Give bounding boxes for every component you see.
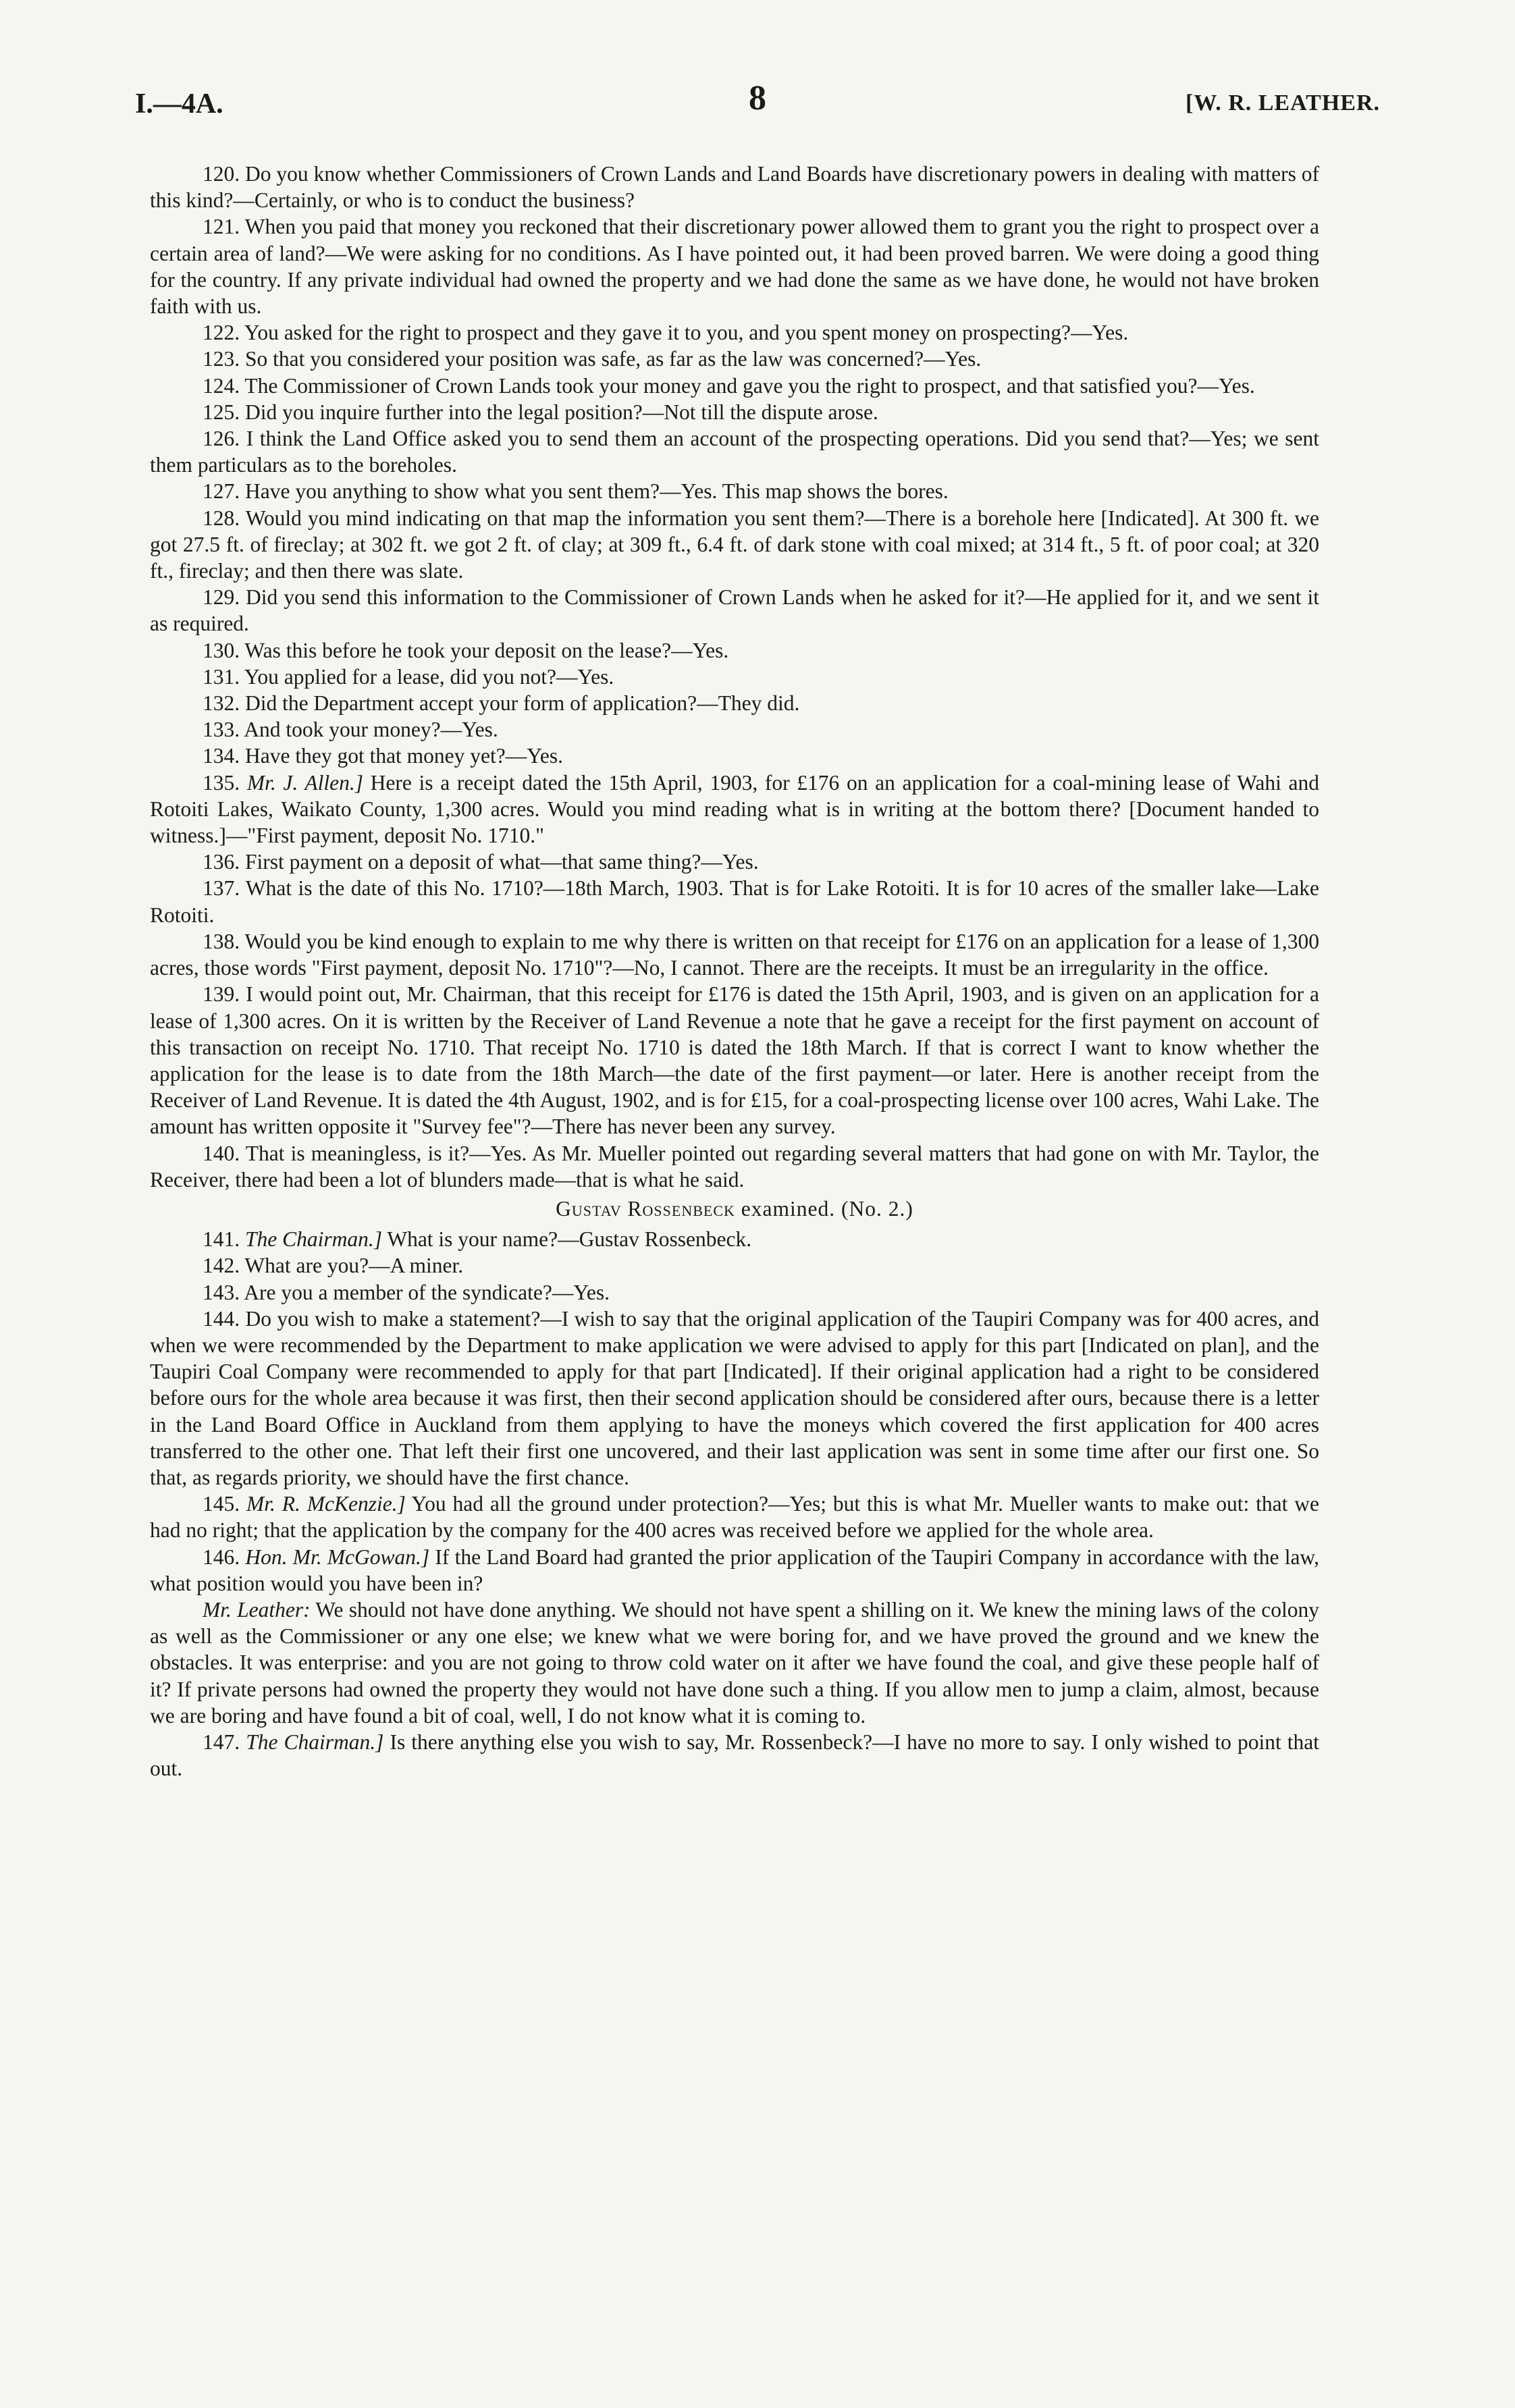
paragraph-140: 140. That is meaningless, is it?—Yes. As Mr. Mueller pointed out regarding several matters that had gone on with Mr. Taylor, the Receiver, there had been a lot of blunders made—that is what he said. [150, 1141, 1319, 1192]
question-number: 146. [203, 1545, 240, 1569]
paragraph-133: 133. And took your money?—Yes. [203, 718, 498, 742]
paragraph-124: 124. The Commissioner of Crown Lands took your money and gave you the right to prospect, and that satisfied you?—Yes. [203, 373, 1255, 398]
paragraph-text: Is there anything else you wish to say, Mr. Rossenbeck?—I have no more to say. I only wished to point that out. [150, 1730, 1319, 1781]
paragraph-128: 128. Would you mind indicating on that map the information you sent them?—There is a borehole here [Indicated]. At 300 ft. we got 27.5 ft. of fireclay; at 302 ft. we got 2 ft. of clay; at 309 ft., 6.4 ft. of dark stone with coal mixed; at 314 ft., 5 ft. of poor coal; at 320 ft., fireclay; and then there was slate. [150, 506, 1319, 583]
section-heading [150, 1196, 1319, 1222]
speaker-label: The Chairman.] [245, 1227, 383, 1252]
paragraph-123: 123. So that you considered your position was safe, as far as the law was concerned?—Yes. [203, 347, 982, 371]
paragraph-leather-statement [150, 1597, 1319, 1729]
paragraph-127: 127. Have you anything to show what you sent them?—Yes. This map shows the bores. [203, 479, 949, 504]
document-body [150, 161, 1319, 1782]
paragraph-text: If the Land Board had granted the prior application of the Taupiri Company in accordance with the law, what position would you have been in? [150, 1545, 1320, 1595]
witness-name: Gustav Rossenbeck [556, 1196, 735, 1221]
question-number: 141. [203, 1227, 240, 1252]
question-number: 147. [203, 1730, 240, 1754]
paragraph-text: Here is a receipt dated the 15th April, 1903, for £176 on an application for a coal-mining lease of Wahi and Rotoiti Lakes, Waikato County, 1,300 acres. Would you mind reading what is in writing at the bottom there? [Document handed to witness.]—"First payment, deposit No. 1710." [150, 770, 1320, 848]
speaker-label: Mr. J. Allen.] [246, 770, 363, 795]
paragraph-130: 130. Was this before he took your deposit on the lease?—Yes. [203, 638, 729, 662]
page-header [135, 79, 1380, 135]
paragraph-143: 143. Are you a member of the syndicate?—Yes. [203, 1280, 610, 1304]
paragraph-text: What is your name?—Gustav Rossenbeck. [382, 1227, 752, 1252]
speaker-label: Mr. R. McKenzie.] [246, 1492, 406, 1516]
paragraph-146 [150, 1544, 1319, 1597]
speaker-label: The Chairman.] [246, 1730, 384, 1754]
paragraph-137: 137. What is the date of this No. 1710?—18th March, 1903. That is for Lake Rotoiti. It is for 10 acres of the smaller lake—Lake Rotoiti. [150, 876, 1319, 927]
paragraph-132: 132. Did the Department accept your form of application?—They did. [203, 691, 800, 716]
paragraph-126: 126. I think the Land Office asked you to send them an account of the prospecting operations. Did you send that?—Yes; we sent them particulars as to the boreholes. [150, 427, 1319, 477]
heading-rest: examined. (No. 2.) [735, 1196, 913, 1221]
question-number: 135. [203, 770, 240, 795]
paragraph-138: 138. Would you be kind enough to explain to me why there is written on that receipt for £176 on an application for a lease of 1,300 acres, those words "First payment, deposit No. 1710"?—No, I cannot. There are the receipts. It must be an irregularity in the office. [150, 929, 1319, 980]
witness-name-header: [W. R. LEATHER. [1186, 90, 1380, 115]
paragraph-131: 131. You applied for a lease, did you not?—Yes. [203, 664, 614, 689]
paragraph-122: 122. You asked for the right to prospect and they gave it to you, and you spent money on prospecting?—Yes. [203, 321, 1129, 345]
speaker-label: Mr. Leather: [203, 1597, 311, 1622]
paragraph-136: 136. First payment on a deposit of what—that same thing?—Yes. [203, 850, 759, 874]
paragraph-144: 144. Do you wish to make a statement?—I wish to say that the original application of the Taupiri Company was for 400 acres, and when we were recommended by the Department to make application we were advised to apply for this part [Indicated on plan], and the Taupiri Coal Company were recommended to apply for that part [Indicated]. If their original application had a right to be considered before ours for the whole area because it was first, then their second application should be considered after ours, because there is a letter in the Land Board Office in Auckland from them applying to have the moneys which covered the first application for 400 acres transferred to the other one. That left their first one uncovered, and their last application was sent in some time after our first one. So that, as regards priority, we should have the first chance. [150, 1306, 1319, 1489]
paragraph-139: 139. I would point out, Mr. Chairman, that this receipt for £176 is dated the 15th April, 1903, and is given on an application for a lease of 1,300 acres. On it is written by the Receiver of Land Revenue a note that he gave a receipt for the first payment on account of this transaction on receipt No. 1710. That receipt No. 1710 is dated the 18th March. If that is correct I want to know whether the application for the lease is to date from the 18th March—the date of the first payment—or later. Here is another receipt from the Receiver of Land Revenue. It is dated the 4th August, 1902, and is for £15, for a coal-prospecting license over 100 acres, Wahi Lake. The amount has written opposite it "Survey fee"?—There has never been any survey. [150, 982, 1319, 1139]
paragraph-141 [150, 1226, 1319, 1252]
paragraph-121: 121. When you paid that money you reckoned that their discretionary power allowed them to grant you the right to prospect over a certain area of land?—We were asking for no conditions. As I have pointed out, it had been proved barren. We were doing a good thing for the country. If any private individual had owned the property and we had done the same as we have done, he would not have broken faith with us. [150, 215, 1319, 319]
paragraph-125: 125. Did you inquire further into the legal position?—Not till the dispute arose. [203, 400, 878, 424]
paragraph-134: 134. Have they got that money yet?—Yes. [203, 744, 563, 768]
paragraph-text: You had all the ground under protection?—Yes; but this is what Mr. Mueller wants to make out: that we had no right; that the application by the company for the 400 acres was received before we applied for the whole area. [150, 1492, 1319, 1543]
paragraph-142: 142. What are you?—A miner. [203, 1254, 464, 1278]
paragraph-120: 120. Do you know whether Commissioners of Crown Lands and Land Boards have discretionary powers in dealing with matters of this kind?—Certainly, or who is to conduct the business? [150, 162, 1319, 213]
paragraph-129: 129. Did you send this information to the Commissioner of Crown Lands when he asked for it?—He applied for it, and we sent it as required. [150, 585, 1319, 636]
paragraph-text: We should not have done anything. We should not have spent a shilling on it. We knew the mining laws of the colony as well as the Commissioner or any one else; we knew what we were boring for, and we have proved the ground and we knew the obstacles. It was enterprise: and you are not going to throw cold water on it after we have found the coal, and give these people half of it? If private persons had owned the property they would not have done such a thing. If you allow men to jump a claim, almost, because we are boring and have found a bit of coal, well, I do not know what it is coming to. [150, 1597, 1319, 1728]
page-number: 8 [749, 79, 766, 117]
paper-reference: I.—4A. [135, 88, 223, 119]
paragraph-135 [150, 770, 1319, 849]
paragraph-145 [150, 1491, 1319, 1543]
question-number: 145. [203, 1492, 240, 1516]
paragraph-147 [150, 1729, 1319, 1782]
speaker-label: Hon. Mr. McGowan.] [245, 1545, 430, 1569]
